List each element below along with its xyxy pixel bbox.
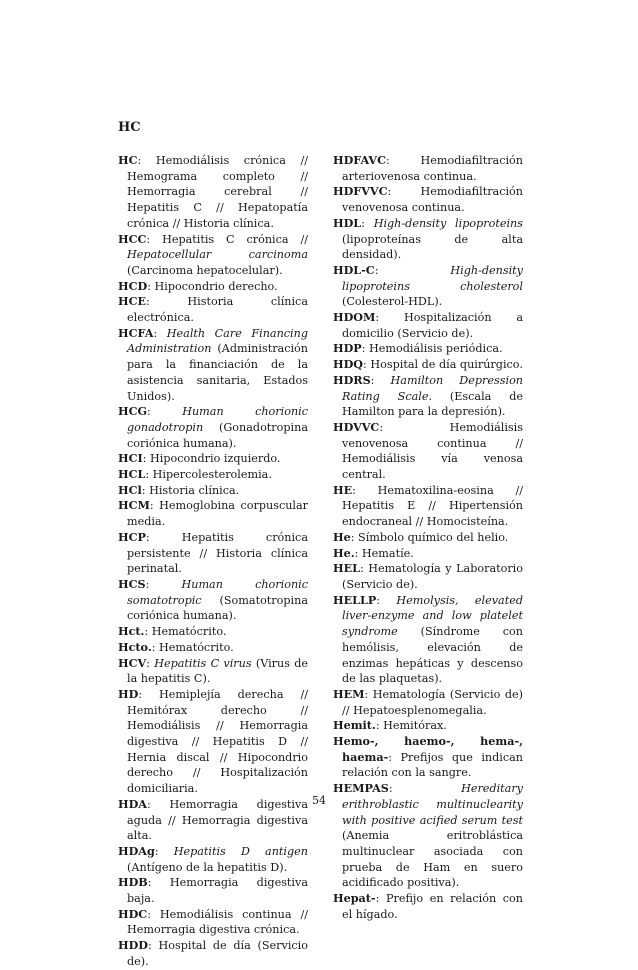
entry-definition: Hospital de día quirúrgico. bbox=[370, 358, 523, 372]
entry-term: HD bbox=[118, 686, 139, 701]
entry-english-term: Human chorionic gonadotropin bbox=[127, 405, 308, 434]
glossary-entry bbox=[118, 294, 308, 325]
glossary-entry bbox=[118, 844, 308, 875]
entry-definition: Historia clínica electrónica. bbox=[127, 295, 308, 325]
entry-separator: : bbox=[361, 342, 370, 356]
glossary-entry bbox=[333, 263, 523, 310]
entry-term: HDD bbox=[118, 938, 148, 953]
entry-term: HDA bbox=[118, 796, 147, 811]
entry-term: HCG bbox=[118, 404, 148, 419]
entry-term: HEMPAS bbox=[333, 781, 389, 796]
entry-term: HDFVVC bbox=[333, 184, 388, 199]
entry-separator: : bbox=[352, 483, 378, 497]
entry-definition: Hemodiálisis periódica. bbox=[369, 342, 503, 356]
entry-term: HDL-C bbox=[333, 262, 375, 277]
entry-separator: : bbox=[374, 263, 451, 277]
entry-separator: : bbox=[375, 311, 404, 325]
glossary-entry bbox=[118, 467, 308, 483]
entry-definition: Hepatitis C crónica // bbox=[162, 232, 309, 246]
entry-term: HCFA bbox=[118, 325, 154, 340]
entry-separator: : bbox=[364, 687, 373, 701]
entry-definition: Hematíe. bbox=[361, 546, 414, 560]
entry-english-term: Health Care Financing Administration bbox=[127, 326, 308, 356]
entry-separator: : bbox=[354, 546, 362, 560]
entry-definition: Hemiplejía derecha // Hemitórax derecho // Hemodiálisis // Hemorragia digestiva // Hepatitis D // Hernia discal // Hipocondrio derecho // Hospitalización domiciliaria. bbox=[127, 687, 309, 796]
entry-separator: : bbox=[350, 530, 359, 544]
glossary-entry bbox=[118, 451, 308, 467]
entry-definition: Símbolo químico del helio. bbox=[358, 530, 509, 544]
entry-separator: : bbox=[145, 530, 182, 544]
entry-separator: : bbox=[147, 405, 183, 419]
page-number: 54 bbox=[312, 794, 326, 807]
glossary-entry bbox=[118, 483, 308, 499]
glossary-entry bbox=[333, 593, 523, 687]
entry-term: HCS bbox=[118, 576, 146, 591]
entry-definition: Prefijo en relación con el hígado. bbox=[342, 892, 523, 921]
glossary-entry bbox=[118, 279, 308, 295]
right-column bbox=[333, 153, 523, 922]
entry-separator: : bbox=[147, 279, 155, 293]
entry-english-term: Hemolysis, elevated liver-enzyme and low platelet syndrome bbox=[342, 593, 523, 639]
entry-term: HDVVC bbox=[333, 419, 380, 434]
entry-separator: : bbox=[375, 719, 384, 733]
entry-separator: : bbox=[388, 750, 401, 764]
entry-definition-cont: (Virus de la hepatitis C). bbox=[127, 656, 309, 686]
entry-term: HDFAVC bbox=[333, 153, 387, 167]
entry-english-term: High-density lipoproteins bbox=[373, 216, 523, 230]
entry-separator: : bbox=[145, 577, 182, 591]
entry-separator: : bbox=[147, 876, 170, 890]
glossary-entry bbox=[118, 530, 308, 577]
entry-separator: : bbox=[138, 687, 160, 701]
glossary-entry bbox=[118, 326, 308, 405]
glossary-entry bbox=[118, 687, 308, 797]
entry-separator: : bbox=[388, 782, 462, 796]
entry-separator: : bbox=[370, 373, 391, 387]
entry-separator: : bbox=[379, 420, 450, 434]
entry-term: Hepat- bbox=[333, 891, 376, 906]
glossary-entry bbox=[118, 498, 308, 529]
glossary-entry bbox=[333, 216, 523, 263]
entry-definition: Hemodiálisis continua // Hemorragia digestiva crónica. bbox=[127, 907, 308, 937]
entry-term: HE bbox=[333, 482, 353, 497]
entry-separator: : bbox=[375, 892, 386, 906]
entry-separator: : bbox=[387, 185, 421, 199]
glossary-entry bbox=[118, 153, 308, 232]
entry-term: HCP bbox=[118, 529, 146, 544]
entry-english-term: High-density lipoproteins cholesterol bbox=[342, 263, 523, 293]
entry-term: HCI bbox=[118, 451, 143, 466]
entry-term: HEM bbox=[333, 686, 365, 701]
glossary-entry bbox=[118, 404, 308, 451]
entry-term: HDP bbox=[333, 341, 362, 356]
entry-term: HDAg bbox=[118, 843, 155, 858]
entry-separator: : bbox=[142, 452, 151, 466]
entry-definition-cont: (lipoproteínas de alta densidad). bbox=[342, 232, 523, 262]
entry-separator: : bbox=[145, 468, 153, 482]
entry-term: HELLP bbox=[333, 592, 377, 607]
entry-term: HDB bbox=[118, 875, 148, 890]
entry-english-term: Hamilton Depression Rating Scale. bbox=[342, 373, 524, 403]
entry-definition: Hospital de día (Servicio de). bbox=[127, 939, 308, 968]
entry-term: Hemo-, haemo-, hema-, haema- bbox=[333, 734, 523, 764]
entry-definition-cont: (Antígeno de la hepatitis D). bbox=[127, 860, 288, 874]
entry-definition: Hemorragia digestiva baja. bbox=[127, 876, 308, 906]
entry-term: HEL bbox=[333, 561, 360, 576]
glossary-entry bbox=[333, 734, 523, 781]
entry-definition: Hemitórax. bbox=[383, 719, 447, 733]
entry-separator: : bbox=[361, 216, 374, 230]
entry-definition-cont: (Administración para la financiación de la asistencia sanitaria, Estados Unidos). bbox=[127, 342, 308, 403]
entry-term: HCL bbox=[118, 467, 146, 482]
entry-separator: : bbox=[147, 939, 159, 953]
entry-term: HDOM bbox=[333, 310, 376, 325]
entry-definition: Hipercolesterolemia. bbox=[152, 468, 272, 482]
entry-definition: Hematología (Servicio de) // Hepatoesplenomegalia. bbox=[342, 687, 524, 717]
entry-english-term: Hepatitis D antigen bbox=[173, 844, 308, 858]
glossary-entry bbox=[118, 577, 308, 624]
entry-definition: Hospitalización a domicilio (Servicio de). bbox=[342, 311, 524, 340]
entry-definition-cont: (Somatotropina coriónica humana). bbox=[127, 593, 308, 623]
entry-term: Hct. bbox=[118, 624, 145, 639]
entry-definition: Hemodiálisis venovenosa continua // Hemodiálisis vía venosa central. bbox=[342, 420, 523, 482]
entry-definition: Hematoxilina-eosina // Hepatitis E // Hipertensión endocraneal // Homocisteína. bbox=[342, 483, 524, 529]
entry-definition-cont: (Anemia eritroblástica multinuclear asociada con prueba de Ham en suero acidificado positiva). bbox=[342, 829, 523, 890]
entry-separator: : bbox=[146, 656, 155, 670]
entry-separator: : bbox=[146, 232, 163, 246]
glossary-entry bbox=[333, 373, 523, 420]
glossary-entry bbox=[333, 546, 523, 562]
entry-separator: : bbox=[154, 844, 174, 858]
entry-term: HCE bbox=[118, 294, 147, 309]
glossary-entry bbox=[118, 907, 308, 938]
entry-term: He. bbox=[333, 545, 355, 560]
glossary-entry bbox=[333, 310, 523, 341]
entry-definition: Hemodiálisis crónica // Hemograma completo // Hemorragia cerebral // Hepatitis C // Hepatopatía crónica // Historia clínica. bbox=[127, 154, 308, 230]
entry-term: HC bbox=[118, 153, 138, 167]
entry-separator: : bbox=[151, 640, 160, 654]
entry-separator: : bbox=[153, 326, 167, 340]
entry-separator: : bbox=[147, 907, 160, 921]
glossary-entry bbox=[118, 938, 308, 969]
glossary-entry bbox=[118, 875, 308, 906]
glossary-entry bbox=[333, 891, 523, 922]
glossary-entry bbox=[333, 483, 523, 530]
entry-definition-cont: (Carcinoma hepatocelular). bbox=[127, 263, 283, 277]
entry-definition: Hemodiafiltración venovenosa continua. bbox=[342, 185, 523, 215]
left-column bbox=[118, 153, 308, 970]
glossary-entry bbox=[333, 687, 523, 718]
entry-separator: : bbox=[137, 154, 156, 167]
entry-term: HCD bbox=[118, 278, 148, 293]
entry-separator: : bbox=[146, 295, 188, 309]
glossary-entry bbox=[333, 420, 523, 483]
entry-separator: : bbox=[146, 797, 170, 811]
glossary-entry bbox=[333, 718, 523, 734]
entry-separator: : bbox=[376, 593, 397, 607]
glossary-entry bbox=[333, 357, 523, 373]
entry-english-term: Hepatocellular carcinoma bbox=[127, 248, 308, 262]
entry-definition: Hipocondrio izquierdo. bbox=[150, 452, 281, 466]
entry-term: HCM bbox=[118, 498, 150, 513]
entry-definition: Hemodiafiltración arteriovenosa continua. bbox=[342, 154, 523, 183]
entry-definition-cont: (Colesterol-HDL). bbox=[342, 295, 443, 309]
entry-definition: Hemoglobina corpuscular media. bbox=[127, 499, 309, 529]
glossary-entry bbox=[333, 530, 523, 546]
entry-english-term: Hereditary erithroblastic multinuclearity with positive acified serum test bbox=[342, 782, 523, 827]
glossary-entry bbox=[118, 656, 308, 687]
entry-definition-cont: (Síndrome con hemólisis, elevación de enzimas hepáticas y descenso de las plaquetas). bbox=[342, 625, 523, 686]
glossary-entry bbox=[333, 184, 523, 215]
glossary-entry bbox=[333, 153, 523, 184]
entry-english-term: Hepatitis C virus bbox=[154, 656, 252, 670]
entry-definition: Hematología y Laboratorio (Servicio de). bbox=[342, 562, 524, 591]
entry-separator: : bbox=[149, 499, 160, 513]
entry-definition: Hepatitis crónica persistente // Historia clínica perinatal. bbox=[127, 530, 308, 576]
entry-definition: Prefijos que indican relación con la sangre. bbox=[342, 750, 523, 780]
glossary-entry bbox=[118, 624, 308, 640]
entry-separator: : bbox=[363, 358, 371, 372]
entry-separator: : bbox=[141, 483, 150, 497]
glossary-entry bbox=[118, 640, 308, 656]
entry-english-term: Human chorionic somatotropic bbox=[127, 577, 308, 607]
entry-term: HCl bbox=[118, 482, 142, 497]
entry-term: HDQ bbox=[333, 357, 364, 372]
entry-term: Hemit. bbox=[333, 718, 376, 733]
entry-term: He bbox=[333, 529, 351, 544]
entry-definition: Hematócrito. bbox=[159, 640, 234, 654]
entry-definition: Hipocondrio derecho. bbox=[154, 279, 278, 293]
entry-separator: : bbox=[144, 625, 152, 639]
entry-term: HDC bbox=[118, 906, 148, 921]
entry-definition: Hemorragia digestiva aguda // Hemorragia digestiva alta. bbox=[127, 797, 308, 843]
entry-definition: Historia clínica. bbox=[149, 483, 240, 497]
entry-definition: Hematócrito. bbox=[151, 625, 227, 639]
entry-separator: : bbox=[359, 562, 369, 576]
entry-term: Hcto. bbox=[118, 639, 152, 654]
entry-separator: : bbox=[386, 154, 421, 167]
glossary-entry bbox=[333, 561, 523, 592]
entry-term: HDL bbox=[333, 215, 362, 230]
entry-definition-cont: (Gonadotropina coriónica humana). bbox=[127, 420, 308, 450]
glossary-entry bbox=[118, 232, 308, 279]
entry-definition-cont: (Escala de Hamilton para la depresión). bbox=[342, 389, 523, 419]
entry-term: HCV bbox=[118, 655, 147, 670]
section-heading: HC bbox=[118, 120, 141, 135]
glossary-entry bbox=[333, 341, 523, 357]
entry-term: HCC bbox=[118, 231, 147, 246]
entry-term: HDRS bbox=[333, 372, 371, 387]
